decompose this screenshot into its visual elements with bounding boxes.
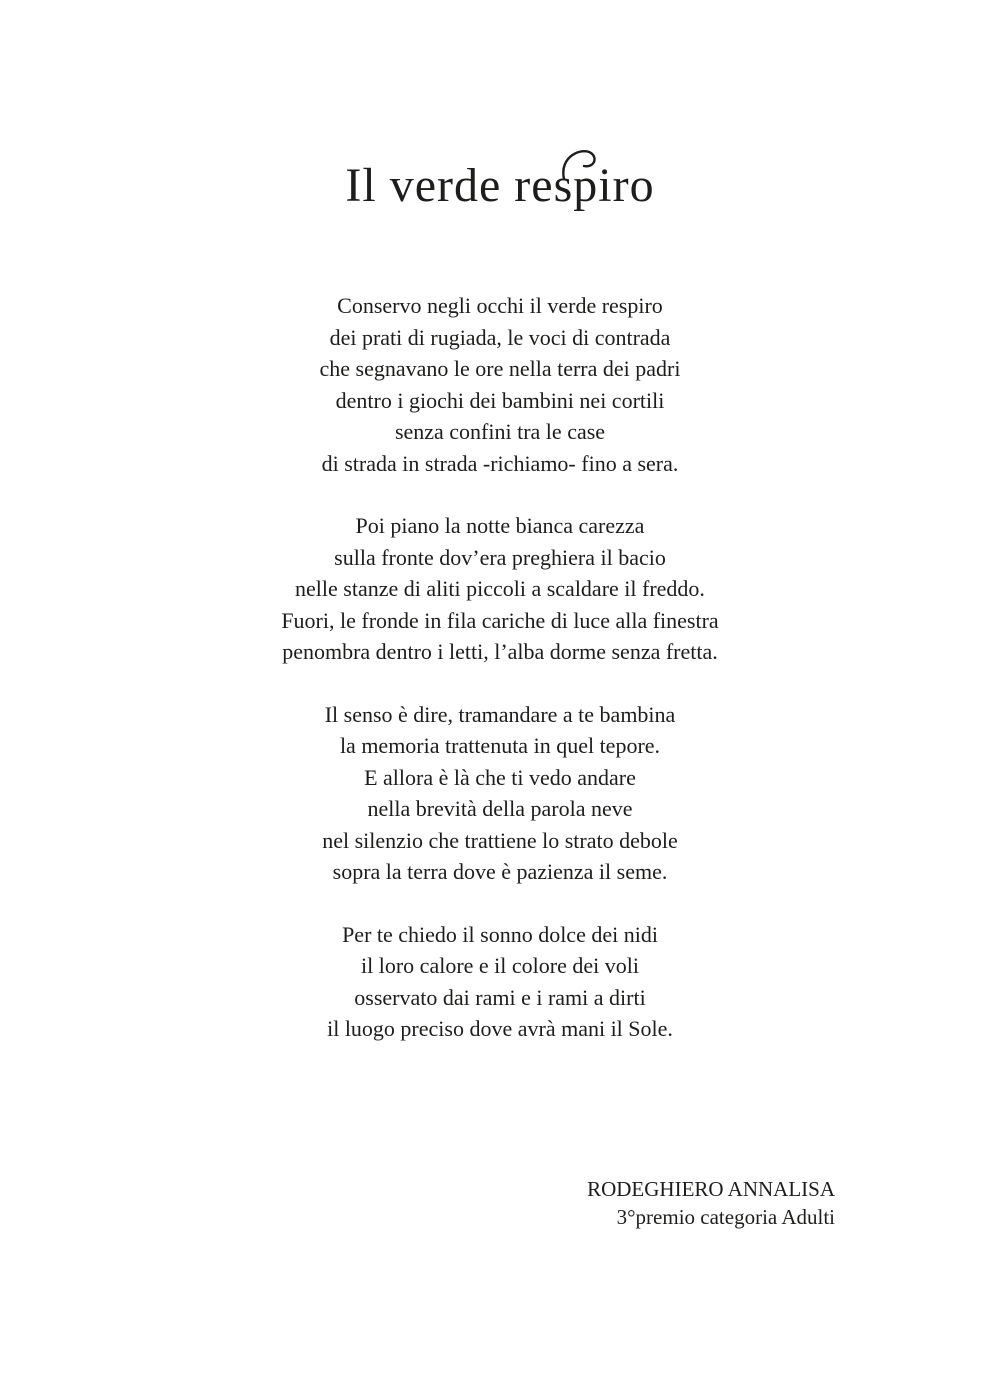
stanza-2 <box>0 510 1000 668</box>
stanza-4 <box>0 919 1000 1045</box>
author-name: RODEGHIERO ANNALISA <box>587 1176 835 1201</box>
poem-line: dei prati di rugiada, le voci di contrada <box>329 324 671 350</box>
poem-line: sopra la terra dove è pazienza il seme. <box>332 859 668 884</box>
award-line: 3°premio categoria Adulti <box>616 1204 835 1229</box>
poem-line: Poi piano la notte bianca carezza <box>355 513 645 538</box>
poem-line: sulla fronte dov’era preghiera il bacio <box>334 544 666 570</box>
poem-line: nella brevità della parola neve <box>367 796 633 821</box>
poem-line: che segnavano le ore nella terra dei padri <box>319 356 681 381</box>
poem-line: Fuori, le fronde in fila cariche di luce alla finestra <box>281 607 719 633</box>
poem-line: dentro i giochi dei bambini nei cortili <box>335 387 665 413</box>
poem-line: nel silenzio che trattiene lo strato debole <box>322 827 678 853</box>
poem-line: Per te chiedo il sonno dolce dei nidi <box>342 921 658 947</box>
poem-line: la memoria trattenuta in quel tepore. <box>339 733 661 758</box>
poem-line: E allora è là che ti vedo andare <box>364 764 636 790</box>
poem-line: il luogo preciso dove avrà mani il Sole. <box>327 1016 673 1041</box>
poem-line: osservato dai rami e i rami a dirti <box>354 984 646 1010</box>
poem-line: di strada in strada -richiamo- fino a sera. <box>321 450 679 476</box>
poem-line: senza confini tra le case <box>394 419 606 444</box>
stanza-1 <box>0 290 1000 479</box>
poem-line: Conservo negli occhi il verde respiro <box>337 293 663 318</box>
poem-title: Il verde respiro <box>345 159 655 212</box>
poem-line: il loro calore e il colore dei voli <box>361 953 639 978</box>
poem-line: penombra dentro i letti, l’alba dorme senza fretta. <box>282 639 718 664</box>
poem-line: nelle stanze di aliti piccoli a scaldare il freddo. <box>295 576 705 601</box>
credit-block <box>0 1175 1000 1231</box>
stanza-3 <box>0 699 1000 888</box>
poem-line: Il senso è dire, tramandare a te bambina <box>324 701 676 727</box>
